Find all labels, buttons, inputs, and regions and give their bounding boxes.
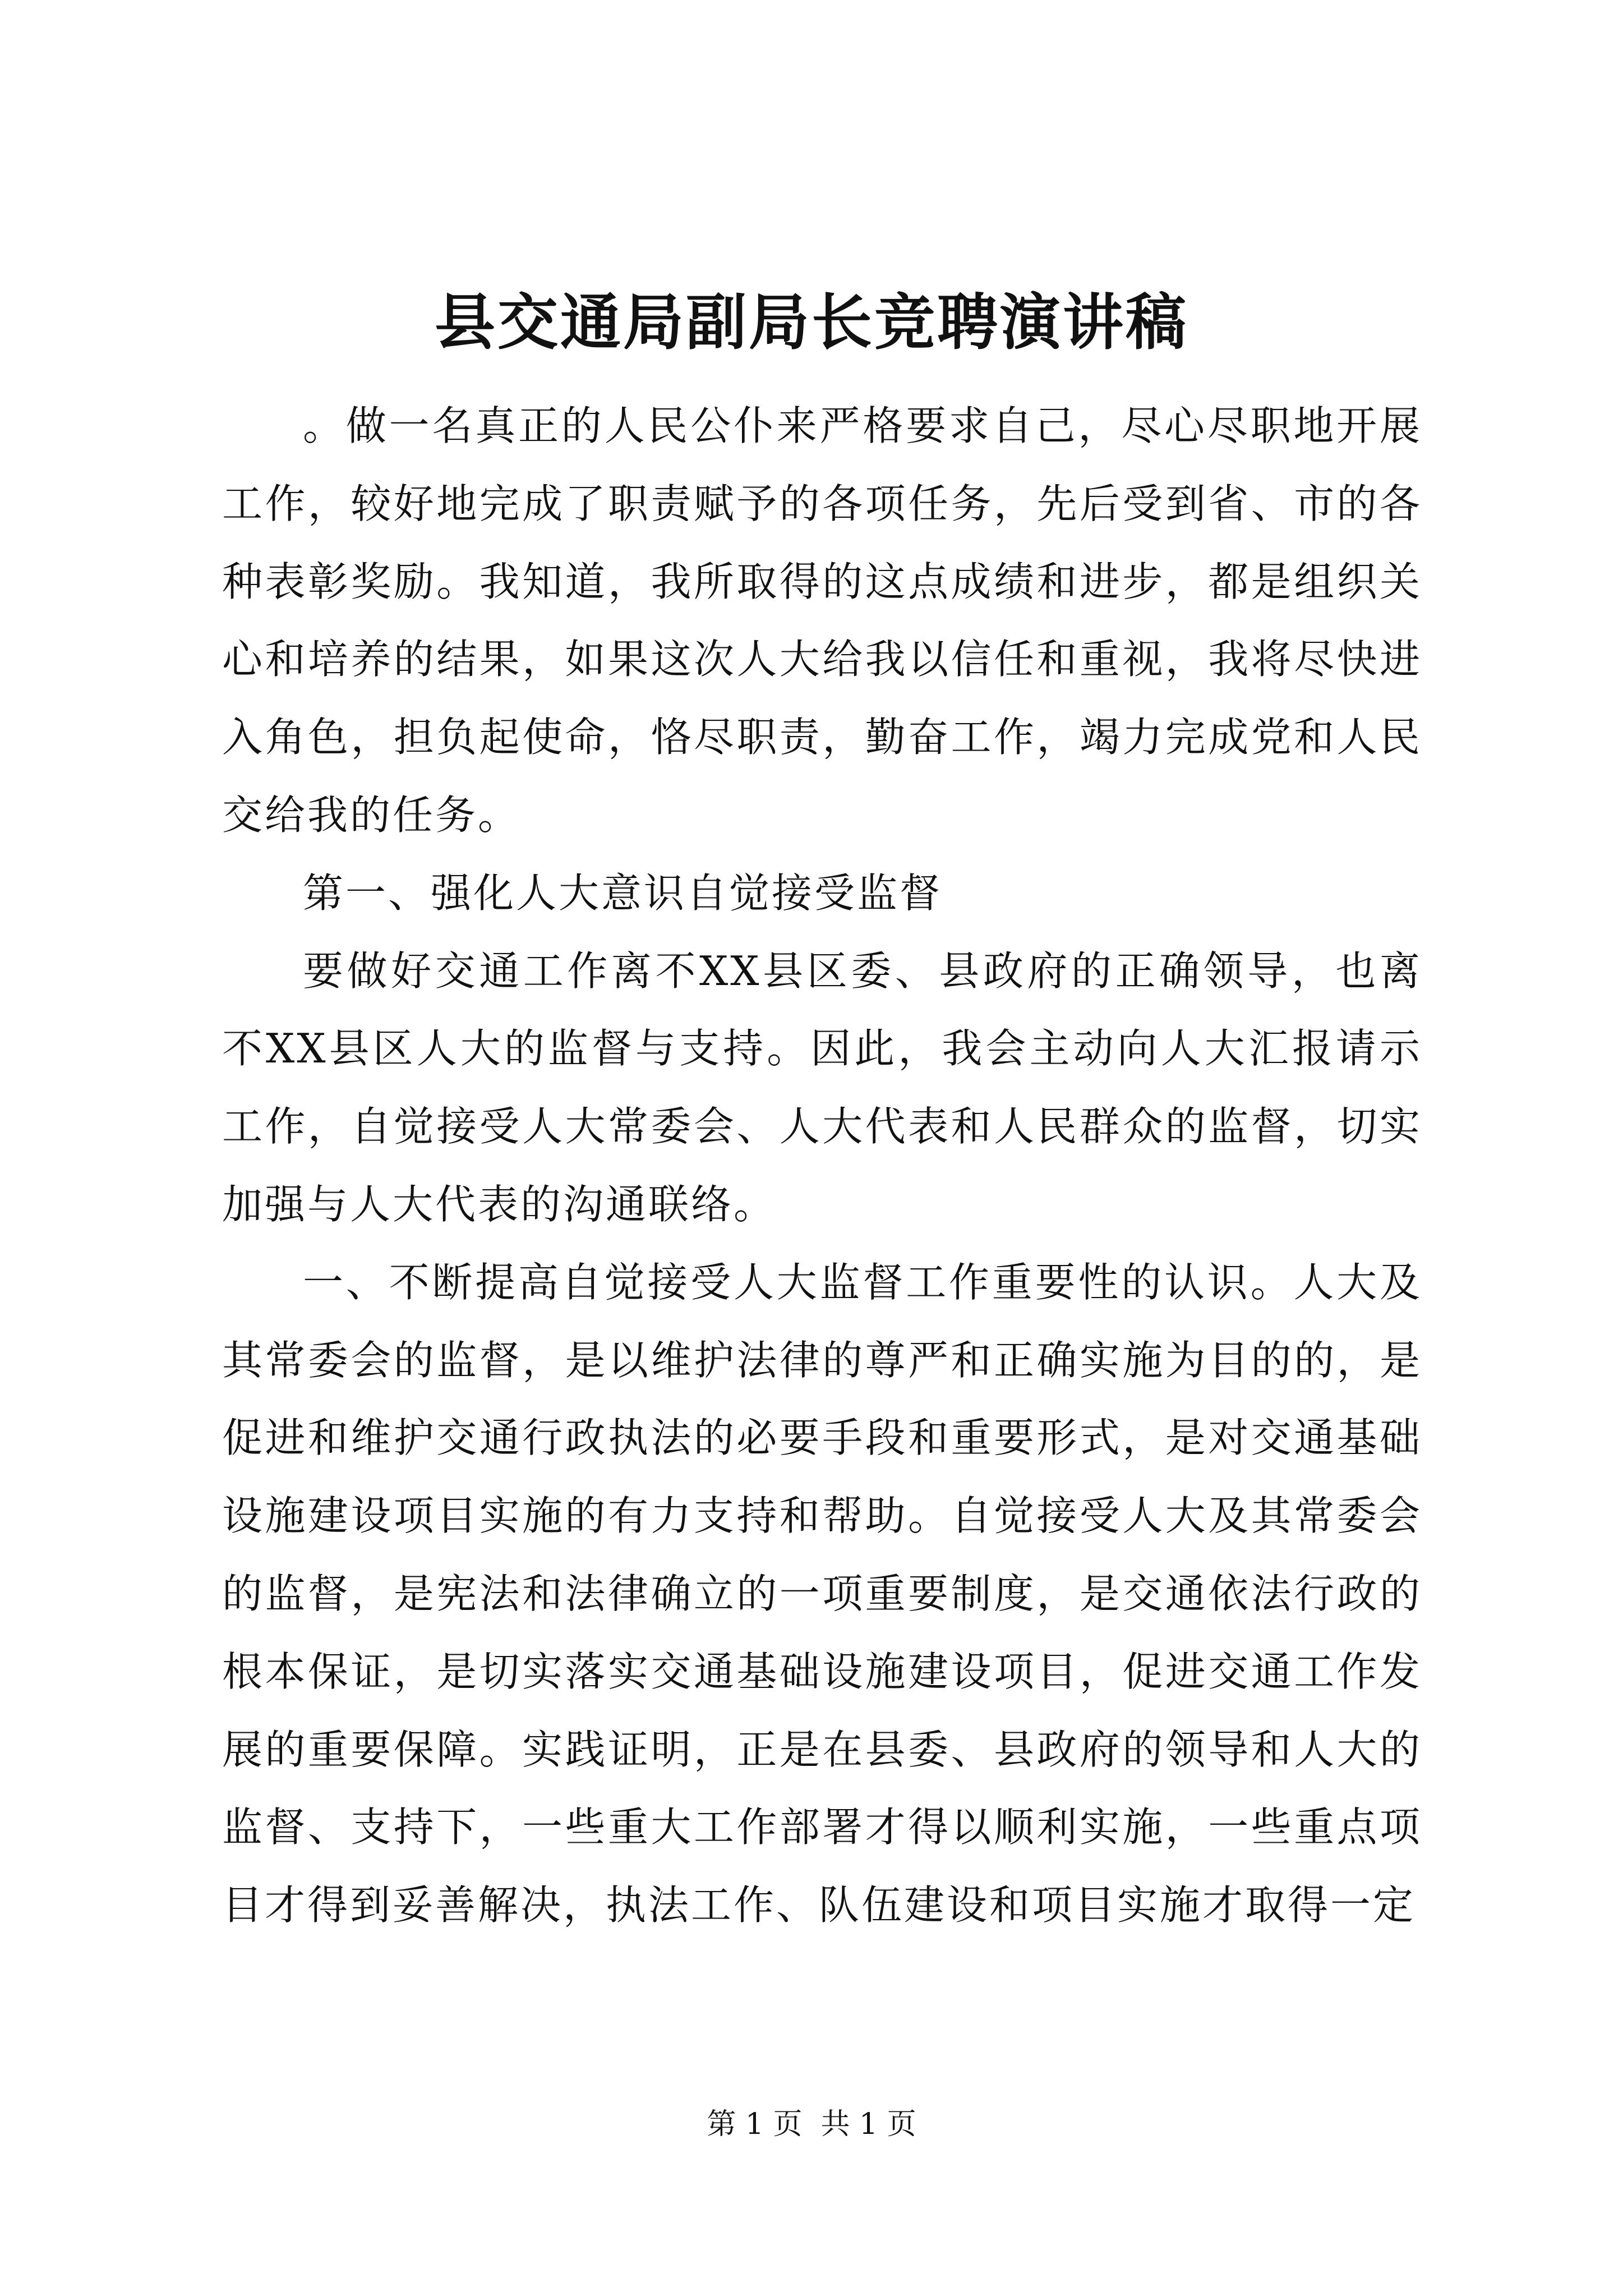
section-heading: 第一、强化人大意识自觉接受监督 [303,869,943,917]
paragraph: 要做好交通工作离不XX县区委、县政府的正确领导，也离不XX县区人大的监督与支持。因此，我会主动向人大汇报请示工作，自觉接受人大常委会、人大代表和人民群众的监督，切实加强与人大代表的沟通联络。 [222,947,1422,1228]
document-title: 县交通局副局长竞聘演讲稿 [434,287,1188,358]
paragraph: 。做一名真正的人民公仆来严格要求自己，尽心尽职地开展工作，较好地完成了职责赋予的各项任务，先后受到省、市的各种表彰奖励。我知道，我所取得的这点成绩和进步，都是组织关心和培养的结果，如果这次人大给我以信任和重视，我将尽快进入角色，担负起使命，恪尽职责，勤奋工作，竭力完成党和人民交给我的任务。 [222,402,1422,839]
page-number: 第 1 页 共 1 页 [707,2108,916,2141]
paragraph: 一、不断提高自觉接受人大监督工作重要性的认识。人大及其常委会的监督，是以维护法律的尊严和正确实施为目的的，是促进和维护交通行政执法的必要手段和重要形式，是对交通基础设施建设项目实施的有力支持和帮助。自觉接受人大及其常委会的监督，是宪法和法律确立的一项重要制度，是交通依法行政的根本保证，是切实落实交通基础设施建设项目，促进交通工作发展的重要保障。实践证明，正是在县委、县政府的领导和人大的监督、支持下，一些重大工作部署才得以顺利实施，一些重点项目才得到妥善解决，执法工作、队伍建设和项目实施才取得一定 [222,1258,1422,1929]
page-footer [0,2105,1623,2144]
document-body [222,387,1422,1944]
